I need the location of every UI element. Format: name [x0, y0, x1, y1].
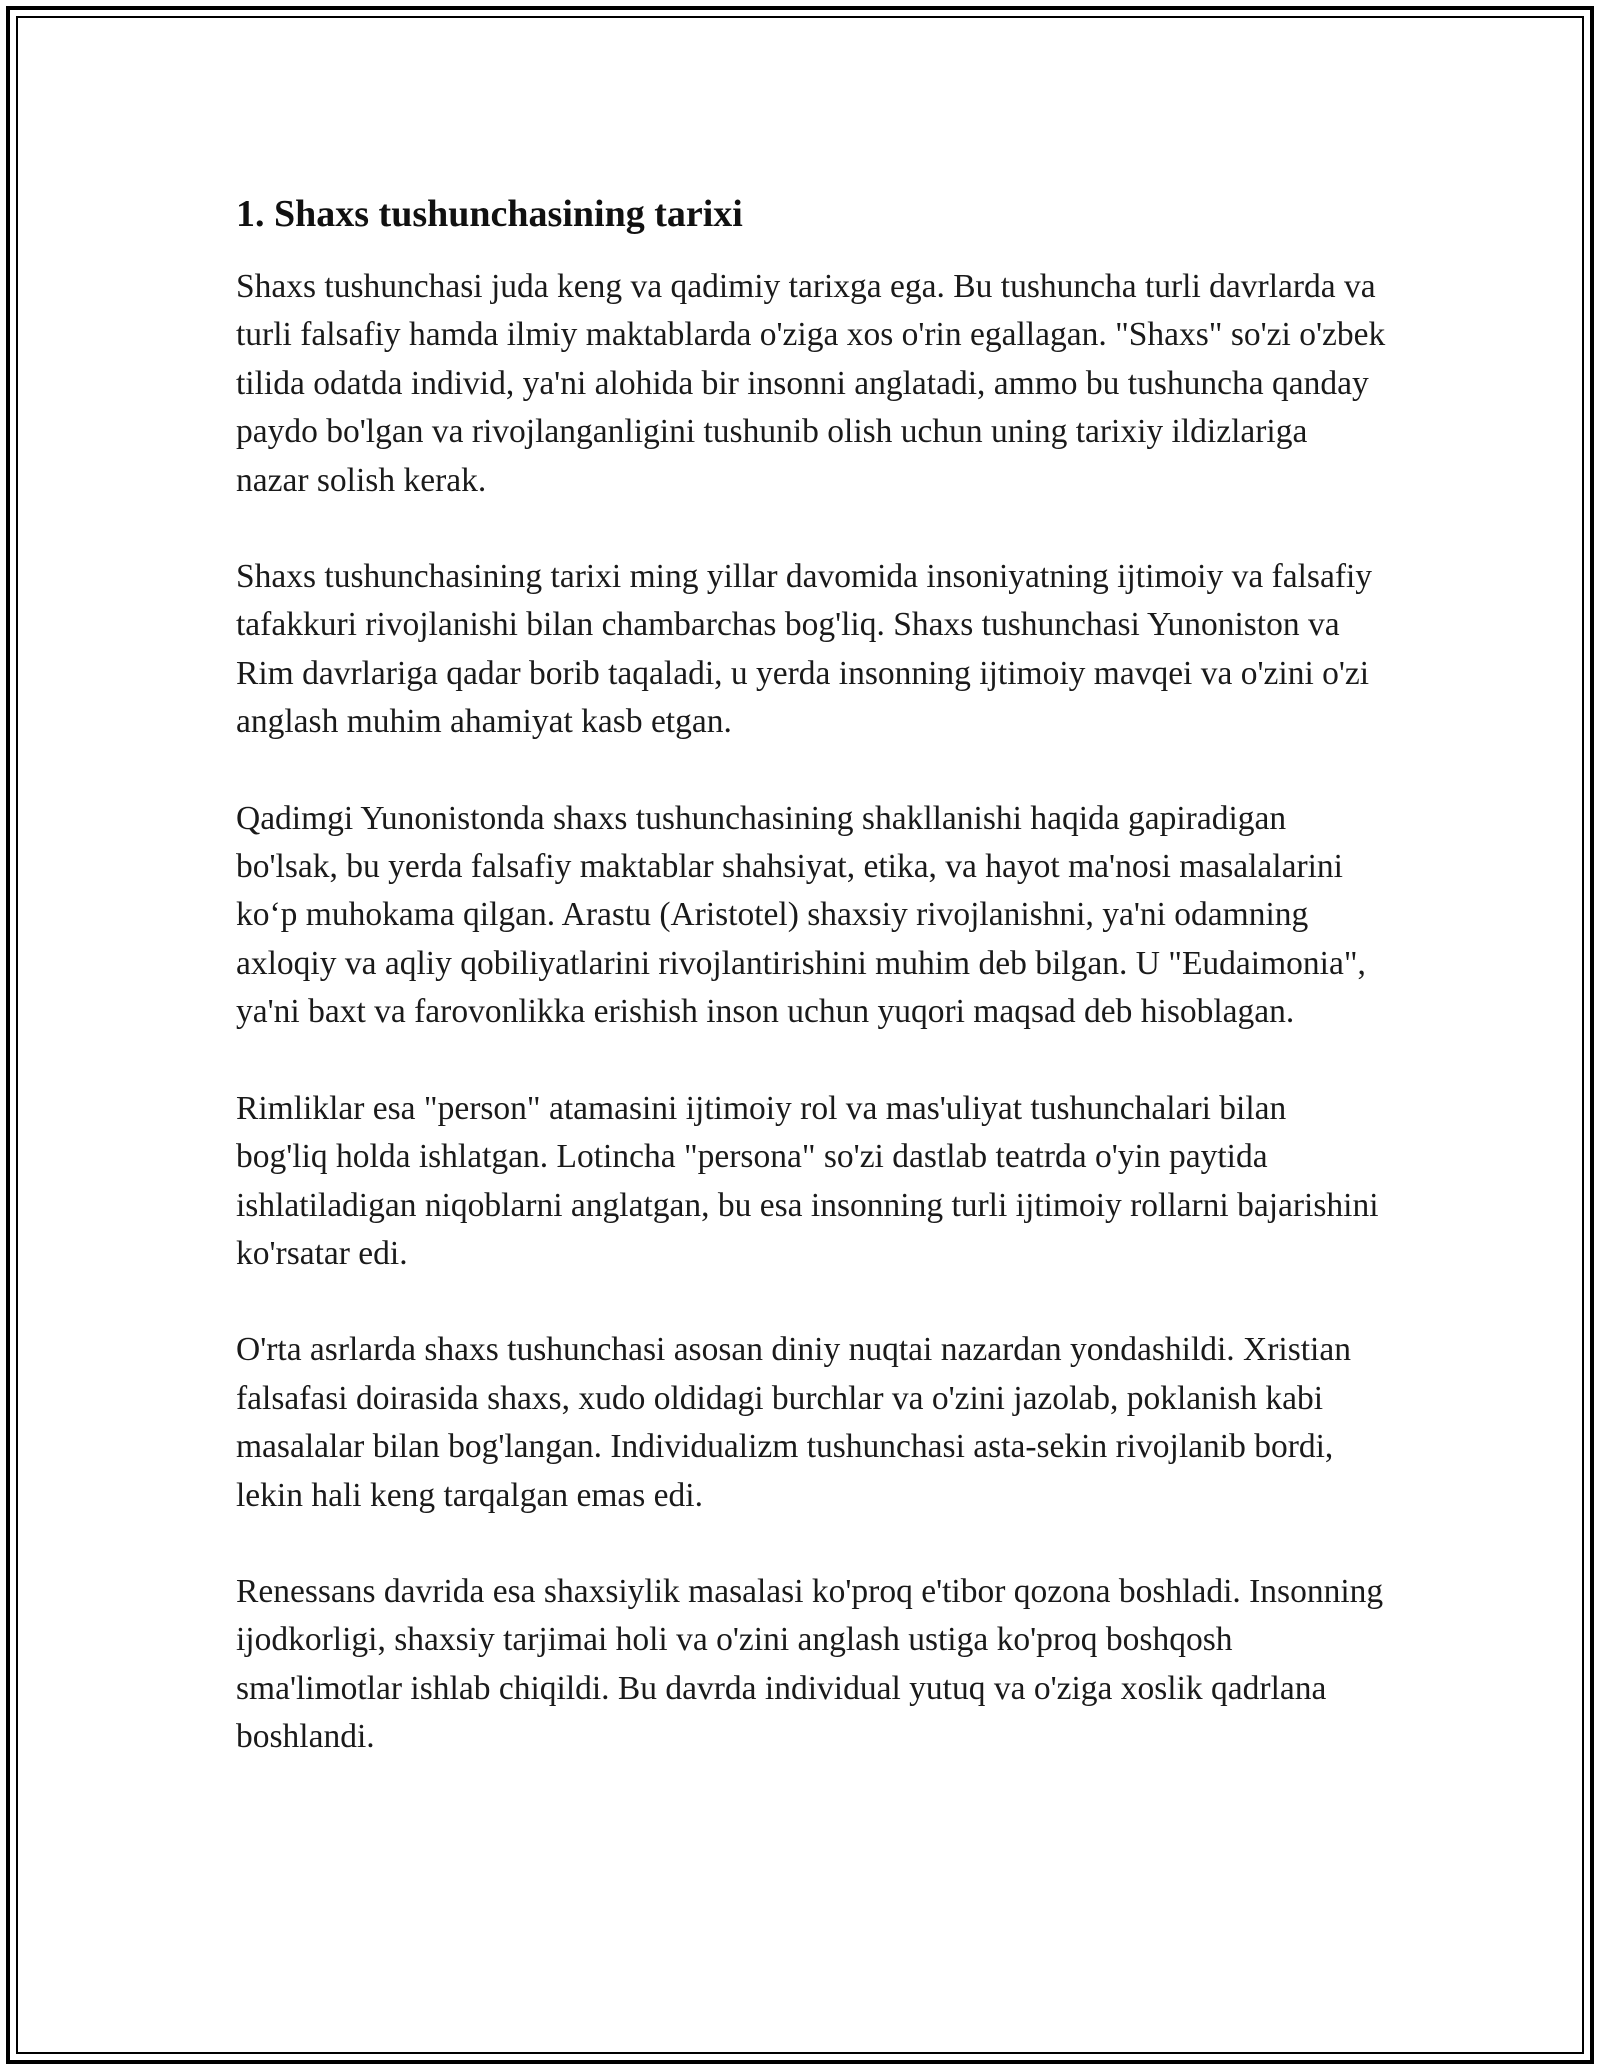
section-heading: 1. Shaxs tushunchasining tarixi — [236, 193, 743, 235]
paragraph-renaissance: Renessans davrida esa shaxsiylik masalasi ko'proq e'tibor qozona boshladi. Insonning ijodkorligi, shaxsiy tarjimai holi va o'zini anglash ustiga ko'proq boshqosh sma'limotlar ishlab chiqildi. Bu davrda individual yutuq va o'ziga xoslik qadrlana boshlandi. — [236, 1572, 1384, 1756]
paragraph-middle-ages: O'rta asrlarda shaxs tushunchasi asosan diniy nuqtai nazardan yondashildi. Xristian falsafasi doirasida shaxs, xudo oldidagi burchlar va o'zini jazolab, poklanish kabi masalalar bilan bog'langan. Individualizm tushunchasi asta-sekin rivojlanib bordi, lekin hali keng tarqalgan emas edi. — [236, 1331, 1351, 1514]
paragraph-ancient-greece: Qadimgi Yunonistonda shaxs tushunchasining shakllanishi haqida gapiradigan bo'lsak, bu yerda falsafiy maktablar shahsiyat, etika, va hayot ma'nosi masalalarini ko‘p muhokama qilgan. Arastu (Aristotel) shaxsiy rivojlanishni, ya'ni odamning axloqiy va aqliy qobiliyatlarini rivojlantirishini muhim deb bilgan. U "Eudaimonia", ya'ni baxt va farovonlikka erishish inson uchun yuqori maqsad deb hisoblagan. — [236, 799, 1366, 1031]
document-body — [236, 185, 1386, 1810]
paragraph-rome: Rimliklar esa "person" atamasini ijtimoiy rol va mas'uliyat tushunchalari bilan bog'liq holda ishlatgan. Lotincha "persona" so'zi dastlab teatrda o'yin paytida ishlatiladigan niqoblarni anglatgan, bu esa insonning turli ijtimoiy rollarni bajarishini ko'rsatar edi. — [236, 1089, 1379, 1272]
paragraph-intro: Shaxs tushunchasi juda keng va qadimiy tarixga ega. Bu tushuncha turli davrlarda va turli falsafiy hamda ilmiy maktablarda o'ziga xos o'rin egallagan. "Shaxs" so'zi o'zbek tilida odatda individ, ya'ni alohida bir insonni anglatadi, ammo bu tushuncha qanday paydo bo'lgan va rivojlanganligini tushunib olish uchun uning tarixiy ildizlariga nazar solish kerak. — [236, 268, 1386, 499]
paragraph-history: Shaxs tushunchasining tarixi ming yillar davomida insoniyatning ijtimoiy va falsafiy tafakkuri rivojlanishi bilan chambarchas bog'liq. Shaxs tushunchasi Yunoniston va Rim davrlariga qadar borib taqaladi, u yerda insonning ijtimoiy mavqei va o'zini o'zi anglash muhim ahamiyat kasb etgan. — [236, 558, 1373, 741]
